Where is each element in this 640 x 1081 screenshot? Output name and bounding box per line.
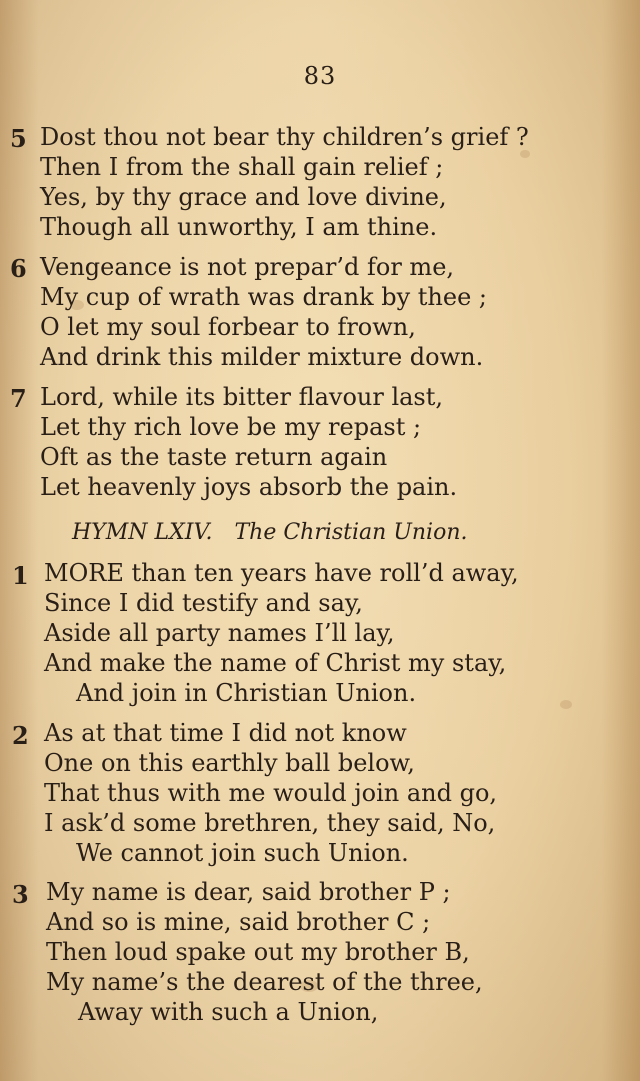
stanza-number: 6 [10,254,27,283]
verse-line: As at that time I did not know [44,719,407,747]
verse-line: Let heavenly joys absorb the pain. [40,473,458,501]
verse-line: I ask’d some brethren, they said, No, [44,809,496,837]
verse-line: My cup of wrath was drank by thee ; [40,283,488,311]
verse-line: My name is dear, said brother P ; [46,878,451,906]
stanza-number: 2 [12,721,29,750]
verse-line: And so is mine, said brother C ; [46,908,431,936]
verse-line: Then I from the shall gain relief ; [40,153,444,181]
verse-line: O let my soul forbear to frown, [40,313,416,341]
verse-line: Oft as the taste return again [40,443,388,471]
verse-line: And make the name of Christ my stay, [44,649,507,677]
verse-line: Since I did testify and say, [44,589,363,617]
verse-line: Lord, while its bitter flavour last, [40,383,444,411]
stanza-number: 1 [12,561,29,590]
stanza-number: 7 [10,384,27,413]
page-number: 83 [303,62,337,90]
verse-line: Though all unworthy, I am thine. [40,213,438,241]
hymn-subtitle: The Christian Union. [234,520,468,545]
verse-line: Vengeance is not prepar’d for me, [40,253,455,281]
hymn-heading [72,520,468,545]
hymn-number: HYMN LXIV. [72,520,213,545]
verse-line: MORE than ten years have roll’d away, [44,559,519,587]
stanza-number: 3 [12,880,29,909]
verse-line: Aside all party names I’ll lay, [44,619,395,647]
verse-line: And drink this milder mixture down. [40,343,484,371]
verse-line: Dost thou not bear thy children’s grief ? [40,123,529,151]
verse-line: Then loud spake out my brother B, [46,938,470,966]
verse-refrain: We cannot join such Union. [76,839,409,867]
verse-line: Yes, by thy grace and love divine, [40,183,447,211]
verse-refrain: Away with such a Union, [78,998,379,1026]
verse-refrain: And join in Christian Union. [76,679,417,707]
verse-line: One on this earthly ball below, [44,749,415,777]
verse-line: Let thy rich love be my repast ; [40,413,422,441]
verse-line: My name’s the dearest of the three, [46,968,483,996]
stanza-number: 5 [10,124,27,153]
verse-line: That thus with me would join and go, [44,779,498,807]
